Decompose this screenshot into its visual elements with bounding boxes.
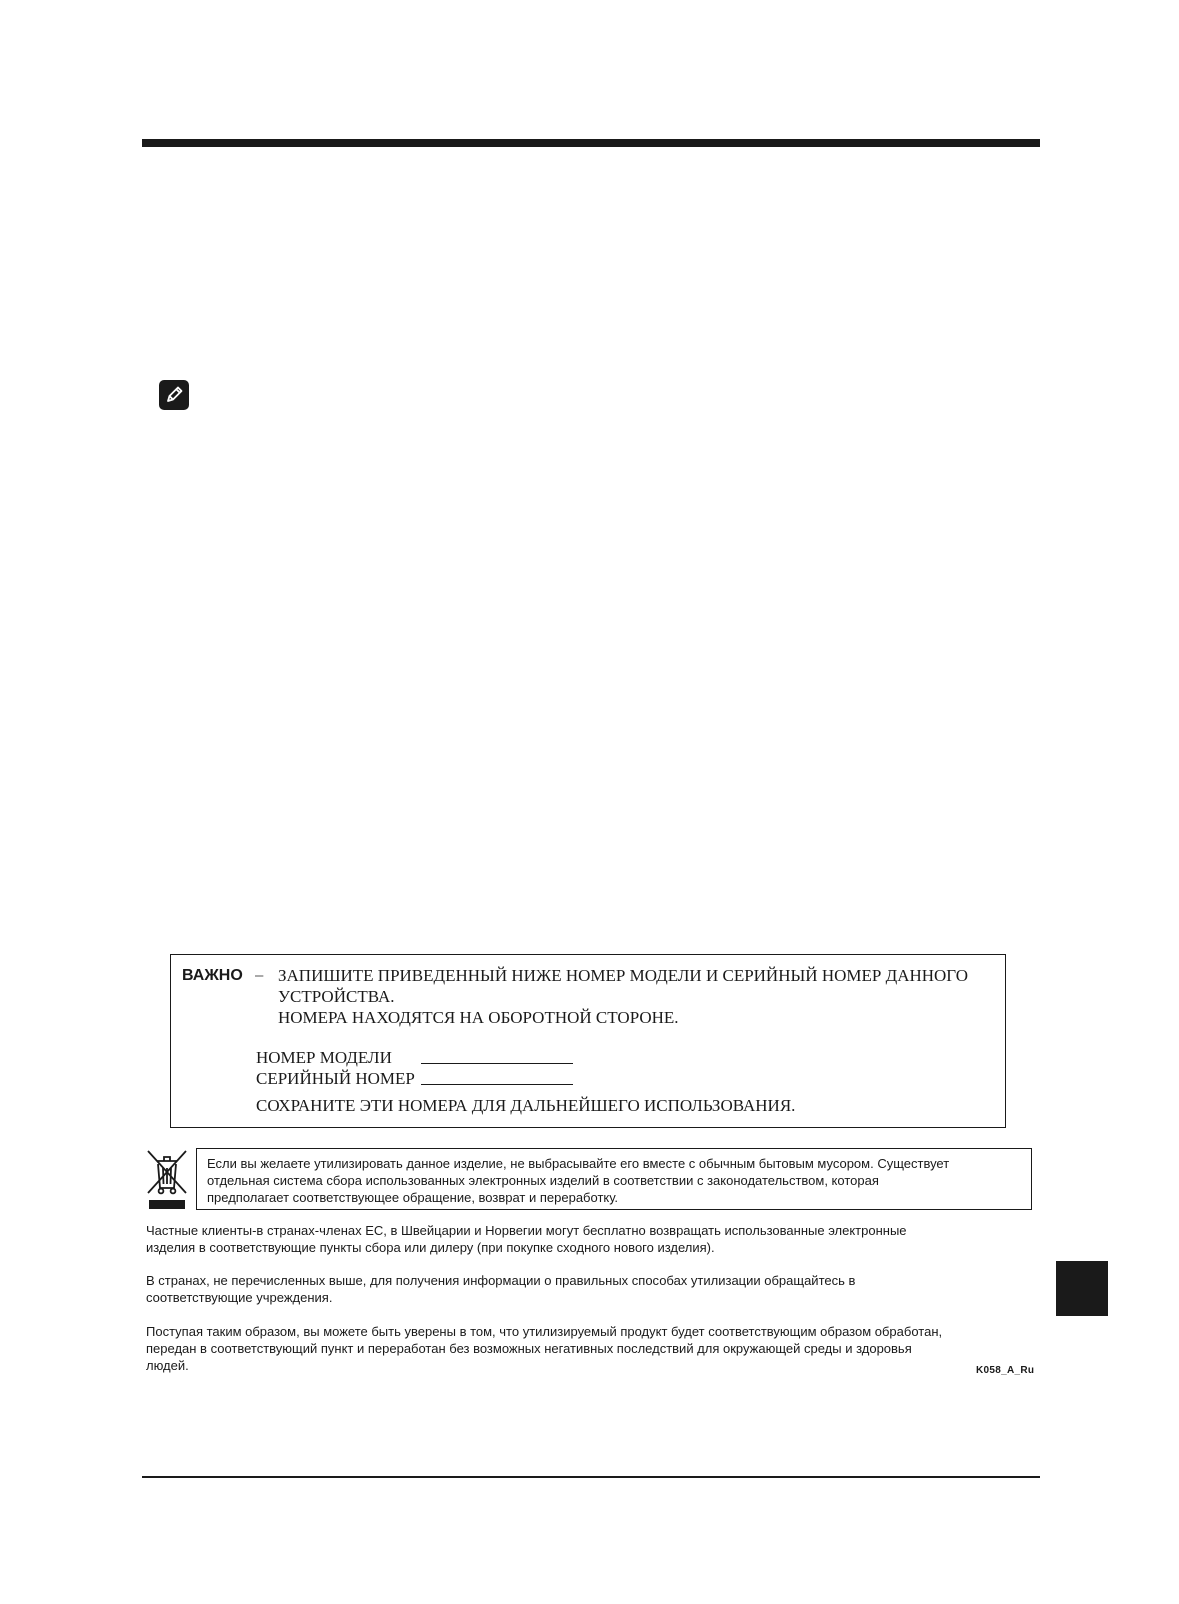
- disposal-line-2: отдельная система сбора использованных электронных изделий в соответствии с законодательством, которая: [207, 1173, 879, 1188]
- serial-number-label: СЕРИЙНЫЙ НОМЕР: [256, 1069, 415, 1088]
- disposal-notice-box: [196, 1148, 1032, 1210]
- paragraph-3-line-3: людей.: [146, 1358, 189, 1373]
- important-notice-box: [170, 954, 1006, 1128]
- paragraph-2-line-1: В странах, не перечисленных выше, для получения информации о правильных способах утилизации обращайтесь в: [146, 1273, 856, 1288]
- model-number-blank-line: [421, 1063, 573, 1064]
- paragraph-1-line-1: Частные клиенты-в странах-членах ЕС, в Швейцарии и Норвегии могут бесплатно возвращать использованные электронные: [146, 1223, 907, 1238]
- paragraph-2-line-2: соответствующие учреждения.: [146, 1290, 333, 1305]
- paragraph-3-line-2: передан в соответствующий пункт и переработан без возможных негативных последствий для окружающей среды и здоровья: [146, 1341, 912, 1356]
- crossed-out-wheelie-bin-icon: [144, 1147, 190, 1211]
- important-label: ВАЖНО: [182, 967, 243, 984]
- serial-number-field: [256, 1068, 415, 1089]
- important-dash: –: [255, 967, 264, 984]
- important-line-1: ЗАПИШИТЕ ПРИВЕДЕННЫЙ НИЖЕ НОМЕР МОДЕЛИ И СЕРИЙНЫЙ НОМЕР ДАННОГО: [278, 966, 968, 985]
- disposal-line-1: Если вы желаете утилизировать данное изделие, не выбрасывайте его вместе с обычным бытовым мусором. Существует: [207, 1156, 950, 1171]
- disposal-paragraph-3: [146, 1323, 1026, 1374]
- note-pencil-icon: [159, 380, 189, 410]
- document-code: K058_A_Ru: [976, 1365, 1035, 1376]
- model-number-label: НОМЕР МОДЕЛИ: [256, 1048, 392, 1067]
- disposal-line-3: предполагает соответствующее обращение, возврат и переработку.: [207, 1190, 619, 1205]
- keep-numbers-text: СОХРАНИТЕ ЭТИ НОМЕРА ДЛЯ ДАЛЬНЕЙШЕГО ИСПОЛЬЗОВАНИЯ.: [256, 1096, 796, 1115]
- serial-number-blank-line: [421, 1084, 573, 1085]
- bottom-rule: [142, 1476, 1040, 1478]
- disposal-paragraph-1: [146, 1222, 1026, 1256]
- disposal-paragraph-2: [146, 1272, 1026, 1306]
- important-line-3: НОМЕРА НАХОДЯТСЯ НА ОБОРОТНОЙ СТОРОНЕ.: [278, 1008, 679, 1027]
- top-rule: [142, 139, 1040, 147]
- important-line-2: УСТРОЙСТВА.: [278, 987, 395, 1006]
- paragraph-3-line-1: Поступая таким образом, вы можете быть уверены в том, что утилизируемый продукт будет соответствующим образом обработан,: [146, 1324, 943, 1339]
- side-language-tab: [1056, 1261, 1108, 1316]
- model-number-field: [256, 1047, 392, 1068]
- important-text: [278, 965, 993, 1028]
- paragraph-1-line-2: изделия в соответствующие пункты сбора или дилеру (при покупке сходного нового изделия).: [146, 1240, 715, 1255]
